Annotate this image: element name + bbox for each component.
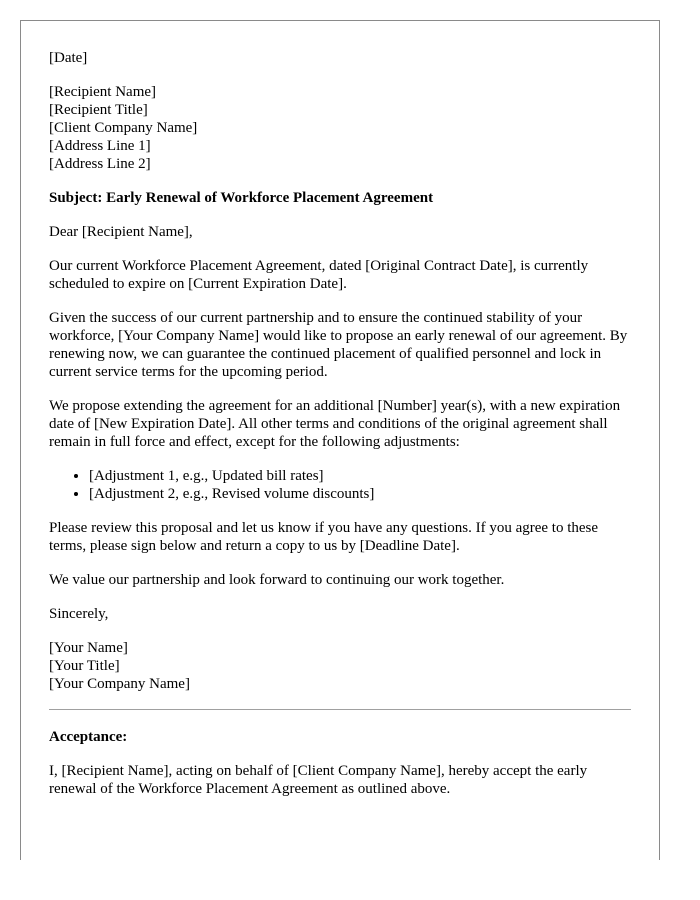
section-divider bbox=[49, 709, 631, 710]
letter-date: [Date] bbox=[49, 50, 88, 66]
body-paragraph: Our current Workforce Placement Agreement, dated [Original Contract Date], is currently scheduled to expire on [Current Expiration Date]. bbox=[49, 258, 589, 292]
adjustments-list bbox=[49, 467, 631, 503]
body-paragraph: Given the success of our current partnership and to ensure the continued stability of your workforce, [Your Company Name] would like to propose an early renewal of our agreement. By renewing now, we can guarantee the continued placement of qualified personnel and lock in current service terms for the upcoming period. bbox=[49, 310, 628, 380]
sign-off: Sincerely, bbox=[49, 606, 109, 622]
sender-company: [Your Company Name] bbox=[49, 676, 190, 692]
closing-paragraph: We value our partnership and look forward to continuing our work together. bbox=[49, 572, 505, 588]
recipient-title: [Recipient Title] bbox=[49, 102, 148, 118]
sender-block bbox=[49, 639, 631, 693]
letter-salutation: Dear [Recipient Name], bbox=[49, 224, 193, 240]
recipient-address-line-2: [Address Line 2] bbox=[49, 156, 151, 172]
recipient-company: [Client Company Name] bbox=[49, 120, 198, 136]
acceptance-heading: Acceptance: bbox=[49, 729, 128, 745]
recipient-address-line-1: [Address Line 1] bbox=[49, 138, 151, 154]
adjustment-item: • [Adjustment 1, e.g., Updated bill rates] bbox=[89, 467, 631, 485]
acceptance-text: I, [Recipient Name], acting on behalf of [Client Company Name], hereby accept the early renewal of the Workforce Placement Agreement as outlined above. bbox=[49, 763, 588, 797]
letter-page bbox=[20, 20, 660, 860]
sender-title: [Your Title] bbox=[49, 658, 120, 674]
sender-name: [Your Name] bbox=[49, 640, 128, 656]
recipient-address-block bbox=[49, 83, 631, 173]
recipient-name: [Recipient Name] bbox=[49, 84, 157, 100]
adjustment-item: • [Adjustment 2, e.g., Revised volume discounts] bbox=[89, 485, 631, 503]
closing-paragraph: Please review this proposal and let us know if you have any questions. If you agree to these terms, please sign below and return a copy to us by [Deadline Date]. bbox=[49, 520, 599, 554]
letter-subject: Subject: Early Renewal of Workforce Placement Agreement bbox=[49, 190, 434, 206]
body-paragraph: We propose extending the agreement for an additional [Number] year(s), with a new expiration date of [New Expiration Date]. All other terms and conditions of the original agreement shall remain in full force and effect, except for the following adjustments: bbox=[49, 398, 621, 450]
